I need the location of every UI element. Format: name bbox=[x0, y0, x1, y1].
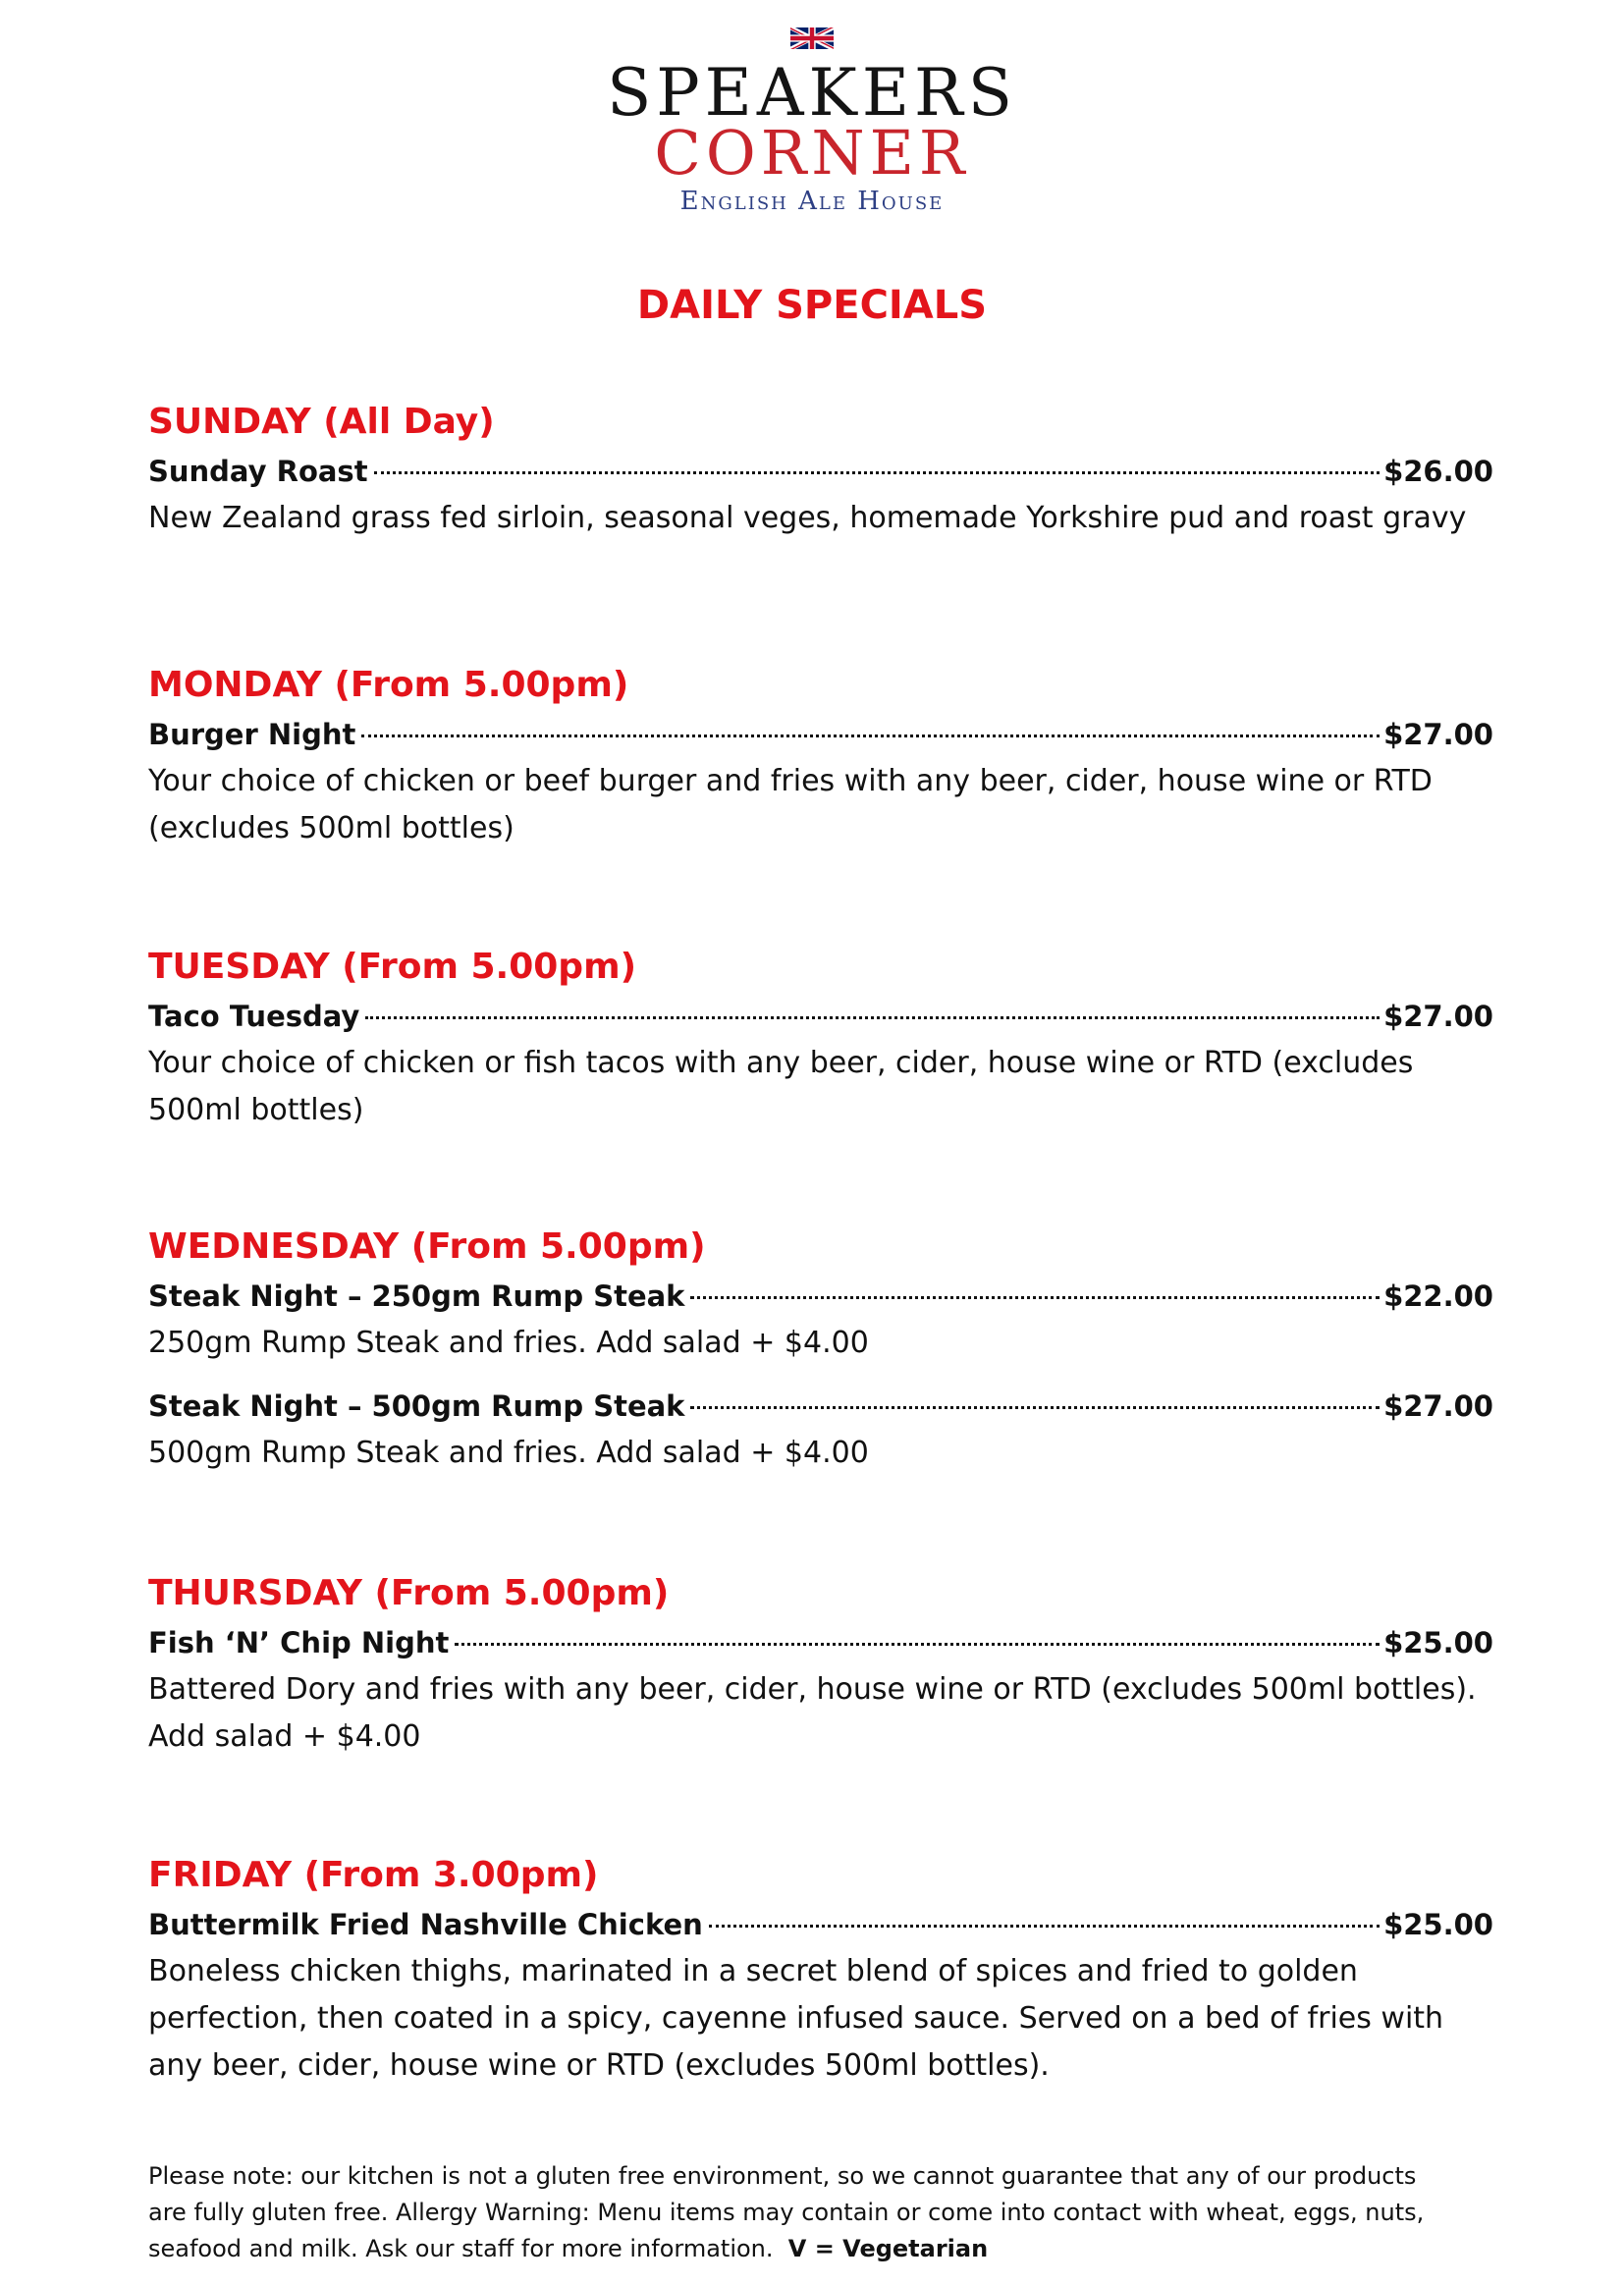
item-name: Taco Tuesday bbox=[148, 1000, 360, 1033]
dot-leader bbox=[365, 1016, 1380, 1019]
item-name: Steak Night – 250gm Rump Steak bbox=[148, 1279, 685, 1313]
logo bbox=[0, 27, 1624, 216]
item-description: New Zealand grass fed sirloin, seasonal veges, homemade Yorkshire pud and roast gravy bbox=[148, 501, 1467, 535]
item-row bbox=[148, 715, 1493, 754]
union-jack-icon bbox=[789, 27, 835, 49]
item-name: Steak Night – 500gm Rump Steak bbox=[148, 1389, 685, 1423]
logo-speakers: SPEAKERS bbox=[607, 55, 1017, 131]
day-heading: SUNDAY (All Day) bbox=[148, 402, 495, 442]
menu-item bbox=[148, 1387, 1493, 1477]
section-monday bbox=[148, 664, 1493, 852]
item-price: $25.00 bbox=[1383, 1626, 1493, 1659]
item-description: Your choice of chicken or fish tacos with any beer, cider, house wine or RTD (excludes 500ml bottles) bbox=[148, 1046, 1414, 1127]
item-name: Burger Night bbox=[148, 718, 356, 751]
item-description: Boneless chicken thighs, marinated in a secret blend of spices and fried to golden perfection, then coated in a spicy, cayenne infused sauce. Served on a bed of fries with any beer, cider, house wine or RTD (excludes 500ml bottles). bbox=[148, 1954, 1444, 2083]
section-thursday bbox=[148, 1572, 1493, 1761]
menu-item bbox=[148, 997, 1493, 1134]
item-price: $27.00 bbox=[1383, 1389, 1493, 1423]
menu-item bbox=[148, 1277, 1493, 1367]
logo-corner: CORNER bbox=[654, 117, 970, 189]
item-row bbox=[148, 1387, 1493, 1426]
dot-leader bbox=[690, 1296, 1380, 1299]
allergy-note-text: Please note: our kitchen is not a gluten free environment, so we cannot guarantee that any of our products are fully gluten free. Allergy Warning: Menu items may contain or come into contact with wheat, eggs, nuts, seafood and milk. Ask our staff for more information. bbox=[148, 2162, 1425, 2262]
item-price: $27.00 bbox=[1383, 1000, 1493, 1033]
day-heading: THURSDAY (From 5.00pm) bbox=[148, 1573, 670, 1613]
menu-item bbox=[148, 1905, 1493, 2090]
section-wednesday bbox=[148, 1225, 1493, 1477]
menu-item bbox=[148, 452, 1493, 542]
section-tuesday bbox=[148, 946, 1493, 1134]
item-row bbox=[148, 1623, 1493, 1662]
item-name: Sunday Roast bbox=[148, 455, 368, 488]
item-description: Battered Dory and fries with any beer, cider, house wine or RTD (excludes 500ml bottles). Add salad + $4.00 bbox=[148, 1672, 1477, 1754]
item-name: Fish ‘N’ Chip Night bbox=[148, 1626, 450, 1659]
item-description: 500gm Rump Steak and fries. Add salad + $4.00 bbox=[148, 1436, 869, 1470]
allergy-note bbox=[148, 2158, 1425, 2267]
menu-item bbox=[148, 715, 1493, 852]
dot-leader bbox=[455, 1643, 1380, 1646]
item-description: Your choice of chicken or beef burger and fries with any beer, cider, house wine or RTD (excludes 500ml bottles) bbox=[148, 764, 1433, 845]
item-row bbox=[148, 997, 1493, 1036]
item-row bbox=[148, 1277, 1493, 1316]
menu-item bbox=[148, 1623, 1493, 1761]
section-friday bbox=[148, 1854, 1493, 2090]
day-heading: TUESDAY (From 5.00pm) bbox=[148, 947, 637, 987]
item-description: 250gm Rump Steak and fries. Add salad + $4.00 bbox=[148, 1326, 869, 1360]
page-title: DAILY SPECIALS bbox=[636, 283, 988, 328]
day-heading: WEDNESDAY (From 5.00pm) bbox=[148, 1226, 706, 1267]
item-row bbox=[148, 452, 1493, 491]
item-price: $27.00 bbox=[1383, 718, 1493, 751]
logo-tagline: English Ale House bbox=[679, 187, 945, 216]
section-sunday bbox=[148, 401, 1493, 542]
day-heading: MONDAY (From 5.00pm) bbox=[148, 665, 629, 705]
item-name: Buttermilk Fried Nashville Chicken bbox=[148, 1908, 703, 1941]
dot-leader bbox=[690, 1406, 1380, 1409]
dot-leader bbox=[374, 471, 1380, 474]
dot-leader bbox=[709, 1925, 1380, 1928]
day-heading: FRIDAY (From 3.00pm) bbox=[148, 1855, 599, 1895]
vegetarian-key: V = Vegetarian bbox=[787, 2235, 989, 2262]
item-price: $25.00 bbox=[1383, 1908, 1493, 1941]
item-price: $22.00 bbox=[1383, 1279, 1493, 1313]
item-price: $26.00 bbox=[1383, 455, 1493, 488]
item-row bbox=[148, 1905, 1493, 1944]
dot-leader bbox=[361, 734, 1380, 737]
